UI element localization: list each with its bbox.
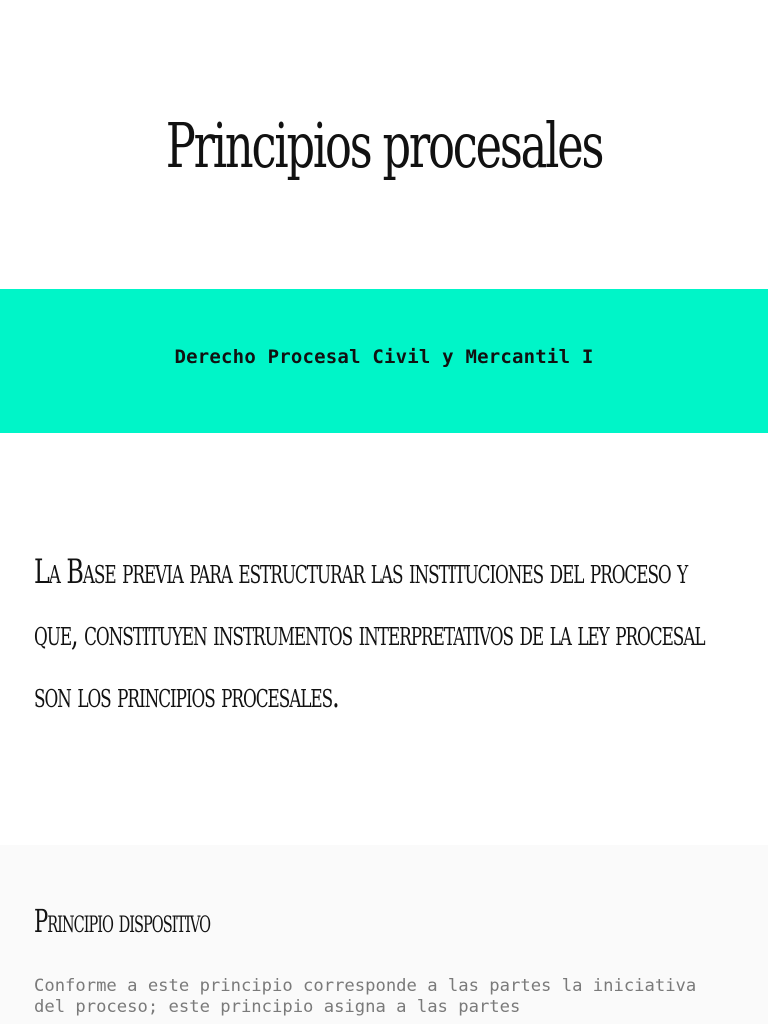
section-heading: Principio dispositivo <box>34 902 211 940</box>
dispositivo-section <box>0 845 768 1024</box>
page-title: Principios procesales <box>165 109 603 182</box>
title-slide <box>0 0 768 289</box>
intro-paragraph: La Base previa para estructurar las instituciones del proceso y que, constituyen instrumentos interpretativos de la ley procesal son los principios procesales. <box>34 552 705 716</box>
section-body-text: Conforme a este principio corresponde a las partes la iniciativa del proceso; este principio asigna a las partes <box>34 976 697 1017</box>
banner-subject-text: Derecho Procesal Civil y Mercantil I <box>174 346 594 368</box>
subject-banner <box>0 289 768 433</box>
intro-section <box>0 433 768 845</box>
